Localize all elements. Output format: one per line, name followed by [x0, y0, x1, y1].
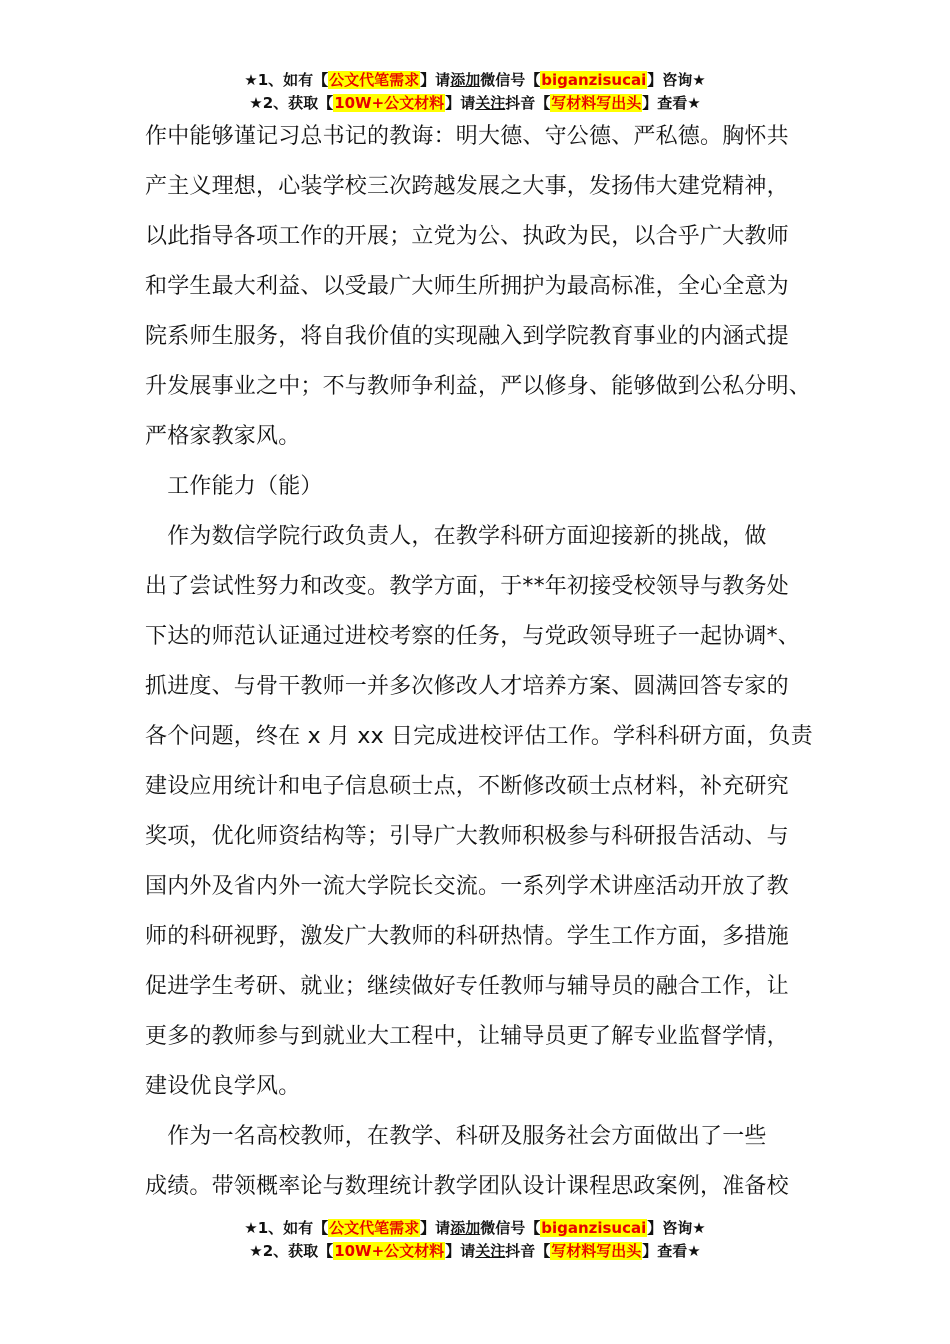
- body-line: 下达的师范认证通过进校考察的任务，与党政领导班子一起协调*、: [145, 624, 801, 649]
- body-line: 升发展事业之中；不与教师争利益，严以修身、能够做到公私分明、: [145, 374, 812, 399]
- body-line: 建设应用统计和电子信息硕士点，不断修改硕士点材料，补充研究: [145, 774, 789, 799]
- banner-text: 】请: [445, 1242, 476, 1260]
- body-line: 产主义理想，心装学校三次跨越发展之大事，发扬伟大建党精神，: [145, 174, 789, 199]
- highlight-douyin: 写材料写出头: [551, 1242, 642, 1260]
- banner-emphasis: 添加: [450, 71, 481, 89]
- section-heading: 工作能力（能）: [145, 474, 323, 499]
- body-line: 作为数信学院行政负责人，在教学科研方面迎接新的挑战，做: [145, 524, 767, 549]
- body-line: 作为一名高校教师，在教学、科研及服务社会方面做出了一些: [145, 1124, 767, 1149]
- footer-banner-line-1: [0, 1217, 950, 1240]
- body-line: 师的科研视野，激发广大教师的科研热情。学生工作方面，多措施: [145, 924, 789, 949]
- body-line: 国内外及省内外一流大学院长交流。一系列学术讲座活动开放了教: [145, 874, 789, 899]
- body-line: 建设优良学风。: [145, 1074, 301, 1099]
- banner-emphasis: 关注: [475, 1242, 506, 1260]
- body-line: 和学生最大利益、以受最广大师生所拥护为最高标准，全心全意为: [145, 274, 789, 299]
- body-line: 作中能够谨记习总书记的教诲：明大德、守公德、严私德。胸怀共: [145, 124, 789, 149]
- header-banner-line-1: [0, 69, 950, 92]
- highlight-douyin: 写材料写出头: [551, 94, 642, 112]
- banner-text: ★1、如有【: [244, 71, 329, 89]
- banner-text: ★1、如有【: [244, 1219, 329, 1237]
- banner-text: 微信号【: [480, 1219, 541, 1237]
- header-banner: [0, 69, 950, 115]
- highlight-materials: 10W+公文材料: [334, 94, 445, 112]
- banner-text: 】查看★: [642, 94, 701, 112]
- highlight-wechat-id: biganzisucai: [541, 1219, 647, 1237]
- banner-text: 】咨询★: [647, 1219, 706, 1237]
- body-line: 出了尝试性努力和改变。教学方面，于**年初接受校领导与教务处: [145, 574, 790, 599]
- banner-text: ★2、获取【: [249, 94, 334, 112]
- banner-text: 抖音【: [505, 1242, 551, 1260]
- banner-text: 】咨询★: [647, 71, 706, 89]
- body-line: 抓进度、与骨干教师一并多次修改人才培养方案、圆满回答专家的: [145, 674, 789, 699]
- body-line: 严格家教家风。: [145, 424, 301, 449]
- body-line: 更多的教师参与到就业大工程中，让辅导员更了解专业监督学情，: [145, 1024, 789, 1049]
- banner-text: 】请: [420, 71, 451, 89]
- banner-text: ★2、获取【: [249, 1242, 334, 1260]
- footer-banner-line-2: [0, 1240, 950, 1263]
- banner-text: 】请: [420, 1219, 451, 1237]
- body-line: 以此指导各项工作的开展；立党为公、执政为民，以合乎广大教师: [145, 224, 789, 249]
- body-line: 成绩。带领概率论与数理统计教学团队设计课程思政案例，准备校: [145, 1174, 789, 1199]
- highlight-materials: 10W+公文材料: [334, 1242, 445, 1260]
- body-line: 各个问题，终在 x 月 xx 日完成进校评估工作。学科科研方面，负责: [145, 724, 813, 749]
- highlight-wechat-id: biganzisucai: [541, 71, 647, 89]
- body-line: 奖项，优化师资结构等；引导广大教师积极参与科研报告活动、与: [145, 824, 789, 849]
- banner-text: 】请: [445, 94, 476, 112]
- banner-text: 微信号【: [480, 71, 541, 89]
- banner-emphasis: 添加: [450, 1219, 481, 1237]
- highlight-service: 公文代笔需求: [329, 71, 420, 89]
- banner-text: 抖音【: [505, 94, 551, 112]
- banner-emphasis: 关注: [475, 94, 506, 112]
- header-banner-line-2: [0, 92, 950, 115]
- body-line: 院系师生服务，将自我价值的实现融入到学院教育事业的内涵式提: [145, 324, 789, 349]
- footer-banner: [0, 1217, 950, 1263]
- highlight-service: 公文代笔需求: [329, 1219, 420, 1237]
- body-line: 促进学生考研、就业；继续做好专任教师与辅导员的融合工作，让: [145, 974, 789, 999]
- banner-text: 】查看★: [642, 1242, 701, 1260]
